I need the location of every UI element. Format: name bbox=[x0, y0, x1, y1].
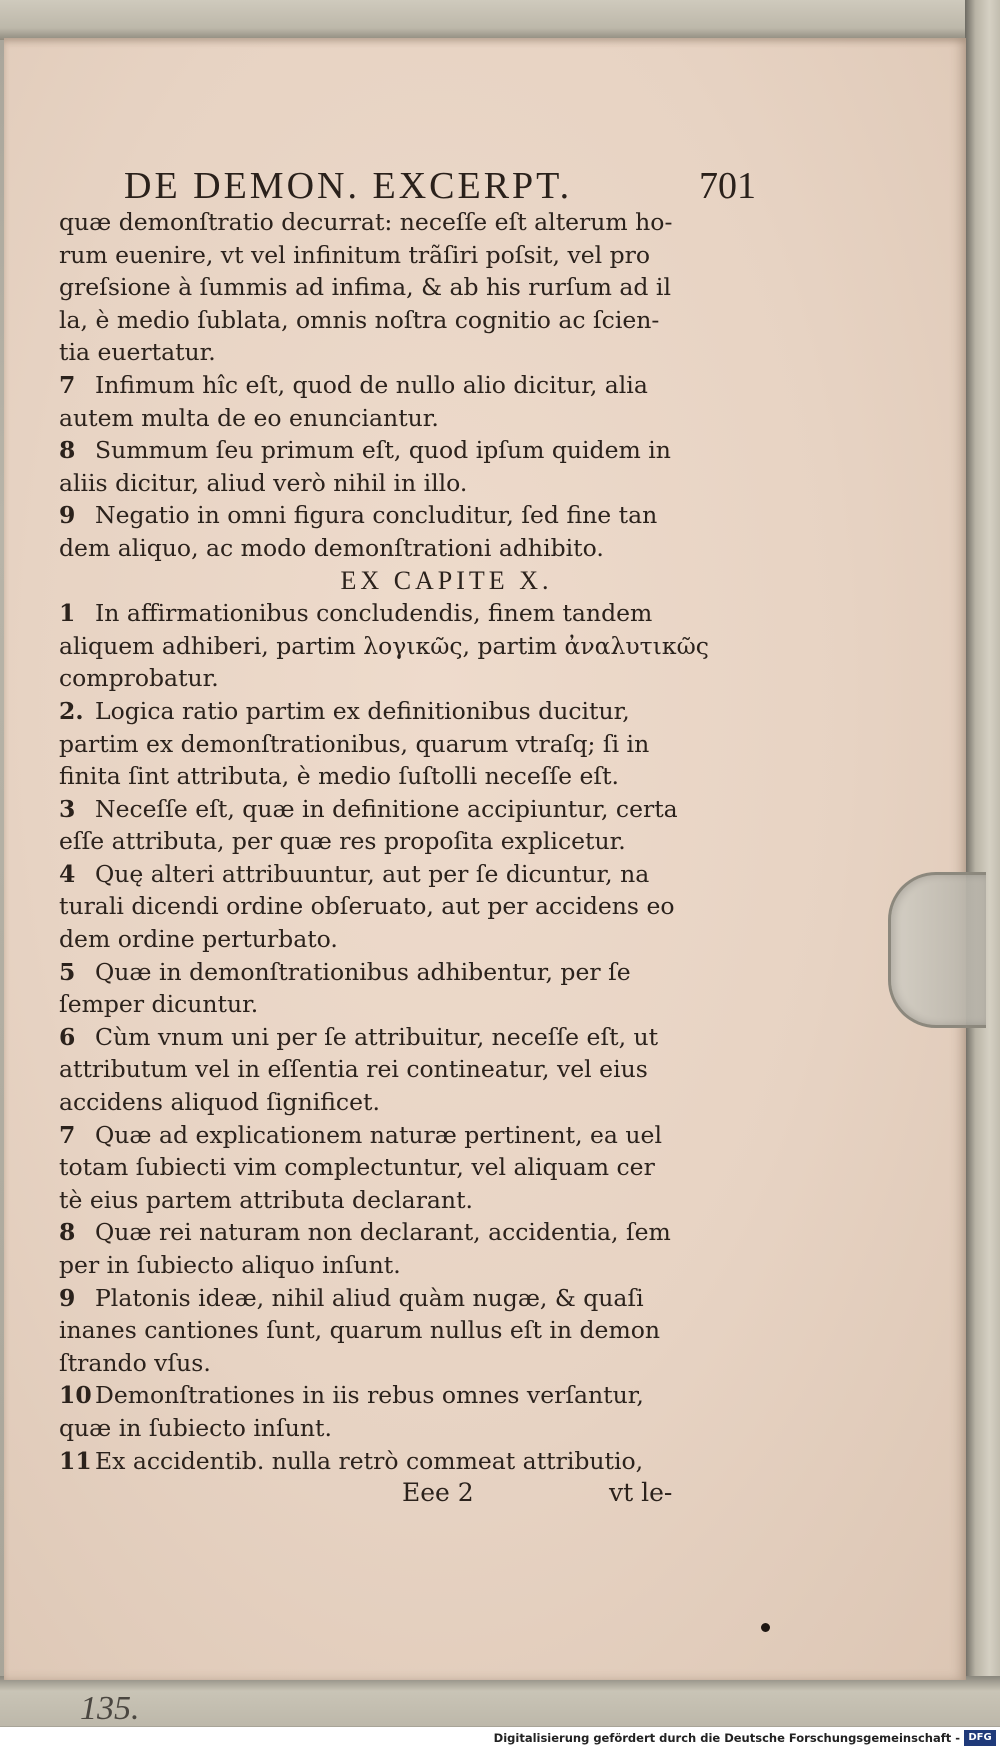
line-text: tè eius partem attributa declarant. bbox=[59, 1185, 473, 1214]
text-line bbox=[59, 597, 774, 630]
line-text: attributum vel in eſſentia rei contineatur, vel eius bbox=[59, 1055, 648, 1084]
text-line bbox=[59, 1314, 774, 1347]
book-page bbox=[4, 38, 966, 1680]
line-text: Quæ in demonſtrationibus adhibentur, per ſe bbox=[95, 957, 631, 986]
signature-mark: Eee 2 bbox=[402, 1478, 474, 1507]
line-text: greſsione à ſummis ad infima, & ab his rurſum ad il bbox=[59, 273, 671, 302]
line-text: Neceſſe eſt, quæ in definitione accipiuntur, certa bbox=[95, 794, 678, 823]
text-line bbox=[59, 1347, 774, 1380]
text-line bbox=[59, 402, 774, 435]
lines-after-chapter bbox=[59, 597, 774, 1477]
line-text: Quæ rei naturam non declarant, accidentia, ſem bbox=[95, 1218, 671, 1247]
line-text: Demonſtrationes in iis rebus omnes verſantur, bbox=[95, 1381, 644, 1410]
text-line bbox=[59, 1282, 774, 1315]
text-line bbox=[59, 793, 774, 826]
clasp bbox=[888, 872, 986, 1028]
dfg-logo: DFG bbox=[964, 1730, 996, 1746]
line-text: per in ſubiecto aliquo inſunt. bbox=[59, 1251, 401, 1279]
line-text: turali dicendi ordine obſeruato, aut per accidens eo bbox=[59, 892, 675, 921]
text-line bbox=[59, 728, 774, 761]
text-line bbox=[59, 662, 774, 695]
line-text: aliquem adhiberi, partim λογικῶς, partim ἀναλυτικῶς bbox=[59, 631, 709, 660]
line-text: In affirmationibus concludendis, finem tandem bbox=[95, 599, 653, 628]
text-line bbox=[59, 532, 774, 565]
page-number: 701 bbox=[699, 165, 756, 207]
text-line bbox=[59, 467, 774, 500]
item-number: 2. bbox=[59, 696, 84, 725]
item-number: 7 bbox=[59, 1120, 76, 1149]
text-line bbox=[59, 1086, 774, 1119]
text-line bbox=[59, 695, 774, 728]
line-text: Quæ ad explicationem naturæ pertinent, ea uel bbox=[95, 1120, 662, 1149]
line-text: autem multa de eo enunciantur. bbox=[59, 403, 439, 432]
item-number: 8 bbox=[59, 1218, 76, 1247]
chapter-heading: EX CAPITE X. bbox=[340, 565, 553, 595]
cover-edge-top bbox=[0, 0, 1000, 40]
line-text: partim ex demonſtrationibus, quarum vtraſq; ſi in bbox=[59, 729, 650, 758]
item-number: 11 bbox=[59, 1446, 92, 1475]
lines-before-chapter bbox=[59, 206, 774, 565]
line-text: Quę alteri attribuuntur, aut per ſe dicuntur, na bbox=[95, 859, 650, 888]
line-text: Logica ratio partim ex definitionibus ducitur, bbox=[95, 696, 630, 725]
text-line bbox=[59, 1053, 774, 1086]
text-line bbox=[59, 369, 774, 402]
item-number: 7 bbox=[59, 370, 76, 399]
line-text: eſſe attributa, per quæ res propoſita explicetur. bbox=[59, 827, 626, 856]
text-line bbox=[59, 858, 774, 891]
text-line bbox=[59, 434, 774, 467]
line-text: finita ſint attributa, è medio ſuſtolli neceſſe eſt. bbox=[59, 762, 620, 791]
text-line bbox=[59, 1412, 774, 1445]
text-line bbox=[59, 499, 774, 532]
text-line bbox=[59, 1151, 774, 1184]
line-text: Platonis ideæ, nihil aliud quàm nugæ, & quaſi bbox=[95, 1283, 644, 1312]
body-text bbox=[59, 206, 774, 1477]
item-number: 9 bbox=[59, 1283, 76, 1312]
text-line bbox=[59, 271, 774, 304]
line-text: aliis dicitur, aliud verò nihil in illo. bbox=[59, 468, 468, 497]
line-text: ſemper dicuntur. bbox=[59, 990, 259, 1019]
item-number: 5 bbox=[59, 957, 76, 986]
line-text: la, è medio ſublata, omnis noſtra cognitio ac ſcien- bbox=[59, 305, 660, 334]
text-line bbox=[59, 1184, 774, 1217]
line-text: Cùm vnum uni per ſe attribuitur, neceſſe eſt, ut bbox=[95, 1022, 659, 1051]
text-line bbox=[59, 239, 774, 272]
ink-dot bbox=[761, 1623, 770, 1632]
text-line bbox=[59, 956, 774, 989]
item-number: 10 bbox=[59, 1381, 92, 1410]
text-line bbox=[59, 1021, 774, 1054]
text-line bbox=[59, 304, 774, 337]
line-text: Ex accidentib. nulla retrò commeat attributio, bbox=[95, 1446, 644, 1475]
line-text: Infimum hîc eſt, quod de nullo alio dicitur, alia bbox=[95, 370, 648, 399]
pencil-note: 135. bbox=[80, 1690, 140, 1727]
text-line bbox=[59, 988, 774, 1021]
line-text: inanes cantiones ſunt, quarum nullus eſt in demon bbox=[59, 1316, 661, 1345]
line-text: totam ſubiecti vim complectuntur, vel aliquam cer bbox=[59, 1153, 655, 1182]
text-line bbox=[59, 890, 774, 923]
item-number: 9 bbox=[59, 501, 76, 530]
text-line bbox=[59, 1379, 774, 1412]
line-text: Negatio in omni figura concluditur, ſed fine tan bbox=[95, 501, 658, 530]
line-text: rum euenire, vt vel infinitum trãſiri poſsit, vel pro bbox=[59, 240, 651, 269]
catchword: vt le- bbox=[609, 1478, 673, 1507]
text-line bbox=[59, 923, 774, 956]
cover-edge-right bbox=[965, 0, 1000, 1725]
text-line bbox=[59, 1216, 774, 1249]
line-text: comprobatur. bbox=[59, 664, 219, 693]
line-text: Summum ſeu primum eſt, quod ipſum quidem in bbox=[95, 436, 671, 465]
line-text: quæ in ſubiecto inſunt. bbox=[59, 1413, 332, 1442]
text-line bbox=[59, 760, 774, 793]
line-text: dem ordine perturbato. bbox=[59, 925, 338, 954]
item-number: 8 bbox=[59, 436, 76, 465]
item-number: 1 bbox=[59, 599, 76, 628]
item-number: 3 bbox=[59, 794, 76, 823]
line-text: quæ demonſtratio decurrat: neceſſe eſt alterum ho- bbox=[59, 208, 673, 236]
text-line bbox=[59, 825, 774, 858]
footer-credit: Digitalisierung gefördert durch die Deutsche Forschungsgemeinschaft - bbox=[493, 1731, 960, 1745]
text-line bbox=[59, 1249, 774, 1282]
item-number: 4 bbox=[59, 859, 76, 888]
text-line bbox=[59, 206, 774, 239]
line-text: dem aliquo, ac modo demonſtrationi adhibito. bbox=[59, 533, 604, 562]
cover-edge-bottom bbox=[0, 1676, 1000, 1726]
text-line bbox=[59, 630, 774, 663]
text-line bbox=[59, 1445, 774, 1478]
line-text: tia euertatur. bbox=[59, 338, 216, 367]
line-text: accidens aliquod ſignificet. bbox=[59, 1088, 380, 1117]
running-head: DE DEMON. EXCERPT. bbox=[124, 165, 573, 207]
item-number: 6 bbox=[59, 1022, 76, 1051]
text-line bbox=[59, 336, 774, 369]
line-text: ſtrando vſus. bbox=[59, 1348, 211, 1377]
text-line bbox=[59, 1119, 774, 1152]
